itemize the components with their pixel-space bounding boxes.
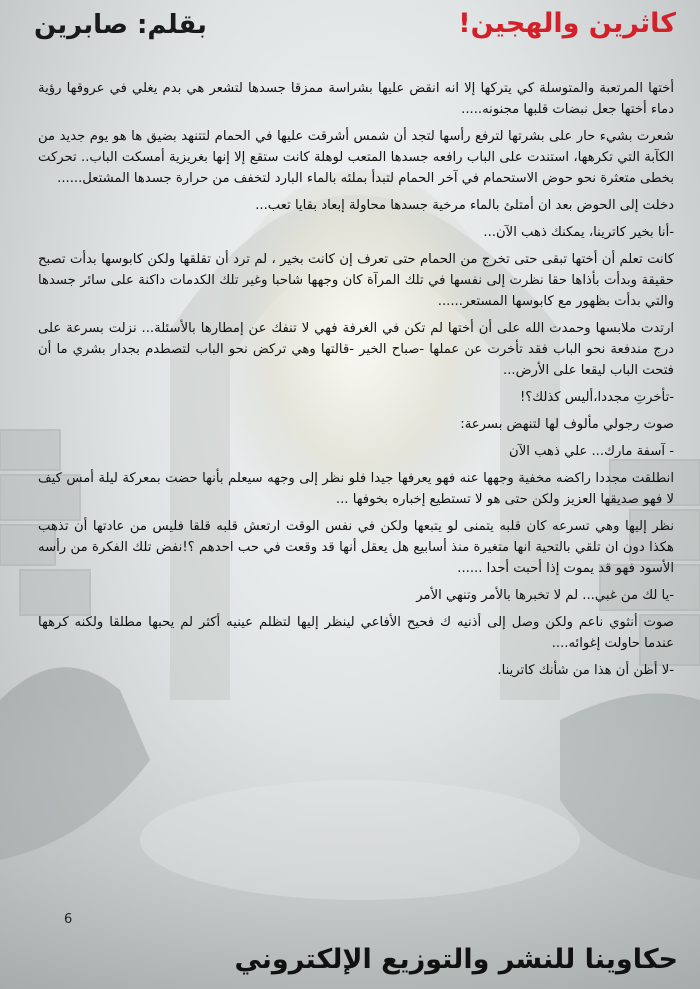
paragraph: كانت تعلم أن أختها تبقى حتى تخرج من الحمام حتى تعرف إن كانت بخير ، لم ترد أن تقلقها ولكن كابوسها بدأت تصبح حقيقة وبدأت بأذاها حقا نظرت إلى نفسها في تلك المرآة كان وجهها شاحبا وغير تلك الكدمات داكنة على سائر جسدها والتي بدأت بظهور مع كابوسها المستعر...... bbox=[38, 252, 674, 309]
paragraph: -أنا بخير كاترينا، يمكنك ذهب الآن... bbox=[483, 225, 674, 240]
paragraph: -لا أظن أن هذا من شأنك كاترينا. bbox=[497, 663, 674, 678]
publisher-footer: حكاوينا للنشر والتوزيع الإلكتروني bbox=[234, 944, 678, 975]
paragraph: - آسفة مارك... علي ذهب الآن bbox=[509, 444, 674, 459]
paragraph: -يا لك من غبي... لم لا تخبرها بالأمر وتنهي الأمر bbox=[416, 588, 674, 603]
story-body bbox=[38, 78, 674, 687]
paragraph: صوت رجولي مألوف لها لتنهض بسرعة: bbox=[460, 417, 674, 432]
page-header bbox=[24, 8, 676, 48]
paragraph: شعرت بشيء حار على بشرتها لترفع رأسها لتجد أن شمس أشرقت عليها في الحمام لتتنهد بضيق ها هو يوم جديد من الكآبة التي تكرهها، استندت على الباب رافعه جسدها المتعب لوهلة كانت ستقع إلا إنها بغريزية أمسكت الباب.. تحركت بخطى متعثرة نحو حوض الاستحمام في آخر الحمام لتبدأ بملئه بالماء البارد لتخفف من حرارة جسدها المشتعل...... bbox=[38, 129, 674, 186]
paragraph: ارتدت ملابسها وحمدت الله على أن أختها لم تكن في الغرفة فهي لا تنفك عن إمطارها بالأسئلة... نزلت بسرعة على درج مندفعة نحو الباب فقد تأخرت عن عملها -صباح الخير -قالتها وهي تركض نحو الباب لتصطدم بجدار بشري ما أن فتحت الباب ليقعا على الأرض... bbox=[38, 321, 674, 378]
paragraph: -تأخرتِ مجددا،أليس كذلك؟! bbox=[519, 390, 674, 405]
author-byline: بقلم: صابرين bbox=[34, 10, 207, 40]
paragraph: انطلقت مجددا راكضه مخفية وجهها عنه فهو يعرفها جيدا فلو نظر إلى وجهه سيعلم بأنها حضت بمعركة ليلة أمس كيف لا فهو صديقها العزيز ولكن حتى هو لا تستطيع إخباره بخوفها ... bbox=[38, 471, 674, 507]
paragraph: صوت أنثوي ناعم ولكن وصل إلى أذنيه ك فحيح الأفاعي لينظر إليها لتظلم عينيه أكثر لم يحبها مطلقا ولكنه كرهها عندما حاولت إغوائه.... bbox=[38, 615, 674, 651]
paragraph: دخلت إلى الحوض بعد ان أمتلئ بالماء مرخية جسدها محاولة إبعاد بقايا تعب... bbox=[255, 198, 674, 213]
paragraph: أختها المرتعبة والمتوسلة كي يتركها إلا انه انقض عليها بشراسة ممزقا جسدها لتشعر هي بدم يغلي في عروقها رؤية دماء أختها جعل نبضات قلبها مجنونه..... bbox=[38, 81, 674, 117]
paragraph: نظر إليها وهي تسرعه كان قلبه يتمنى لو يتبعها ولكن في نفس الوقت ارتعش قلبه قلقا فليس من عادتها أن تذهب هكذا دون ان تلقي بالتحية انها متغيرة منذ أسابيع هل يعقل أنها قد وقعت في حب احدهم ؟!نفض تلك الفكرة من رأسه الأسود فهو قد يموت إذا أحبت أحدا ...... bbox=[38, 519, 674, 576]
story-title: كاثرين والهجين! bbox=[458, 8, 676, 39]
page-number: 6 bbox=[64, 912, 73, 927]
